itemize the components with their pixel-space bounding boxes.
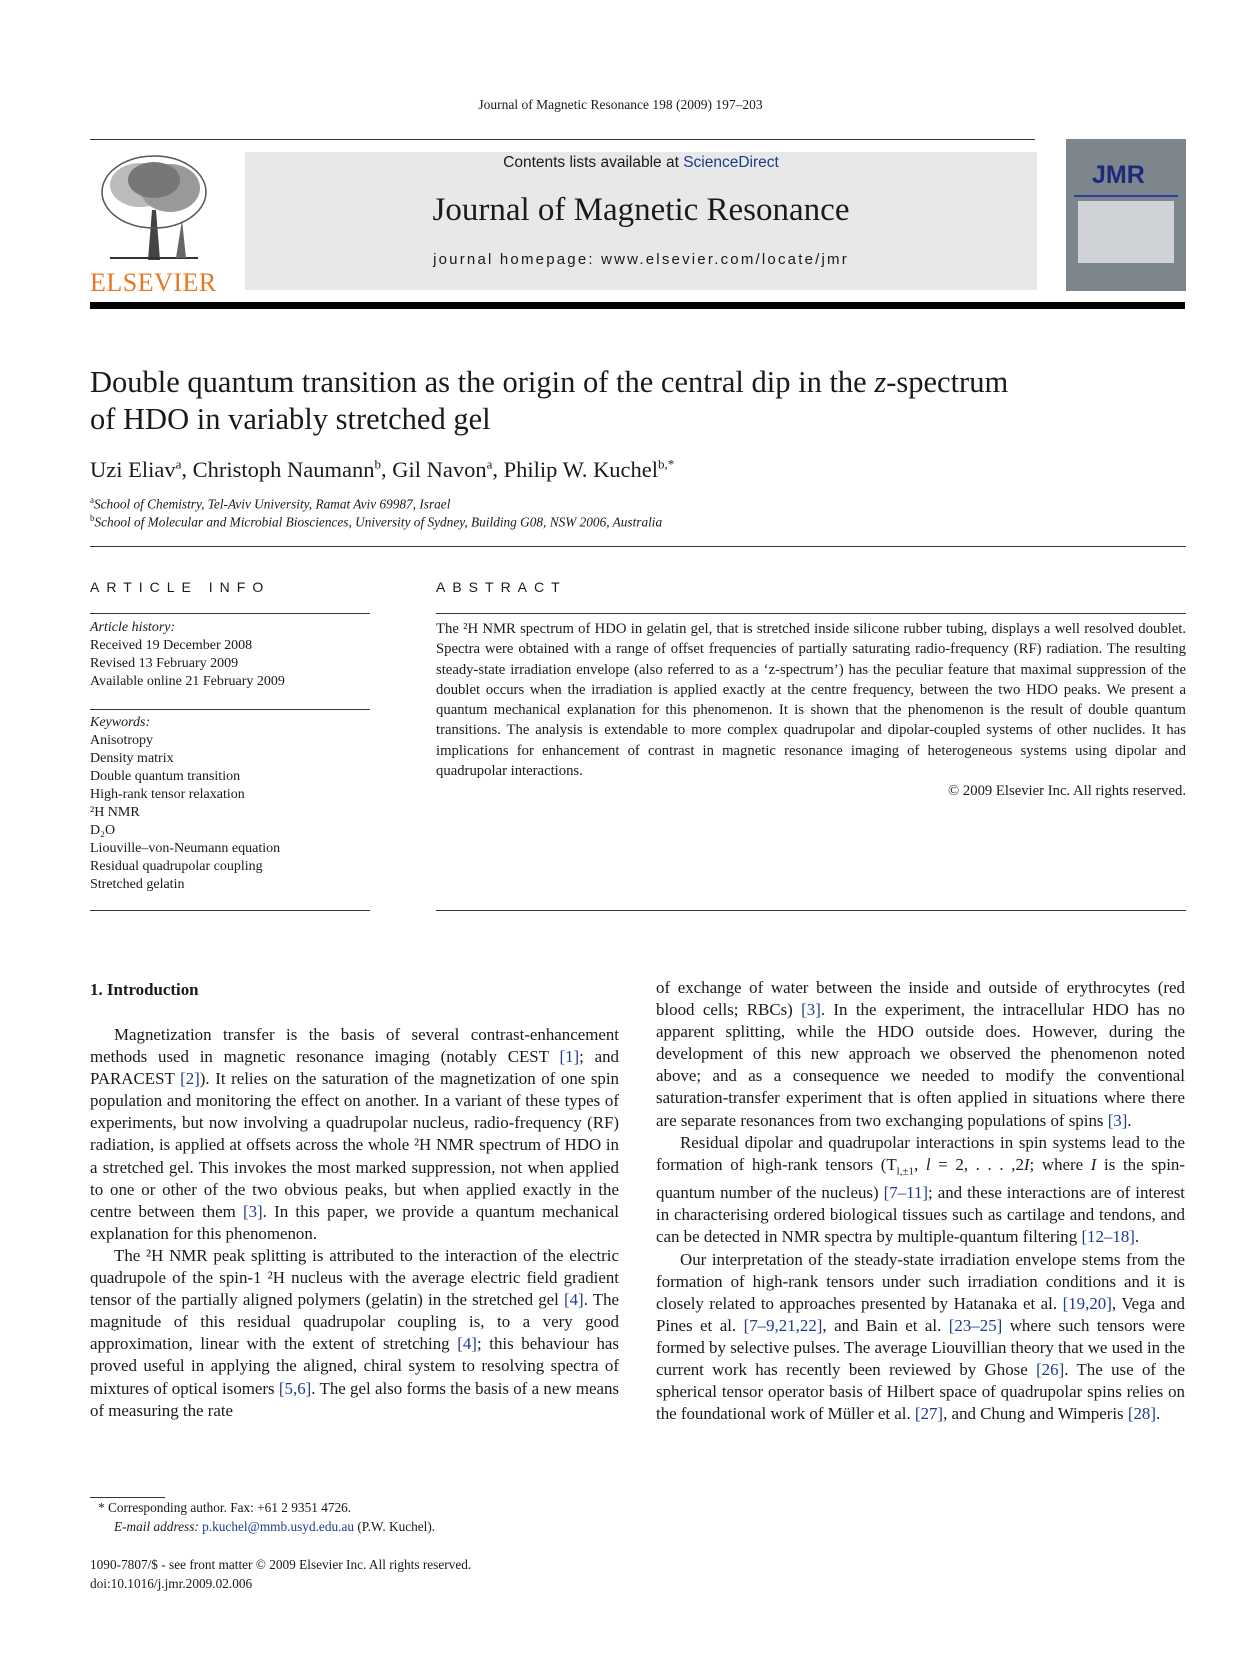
journal-citation: Journal of Magnetic Resonance 198 (2009) 197–203	[478, 97, 763, 112]
keyword: ²H NMR	[90, 805, 140, 820]
reference-link[interactable]: [23–25]	[948, 1315, 1003, 1335]
revised-date: Revised 13 February 2009	[90, 656, 239, 671]
keyword: D₂O	[90, 823, 116, 838]
keyword: Residual quadrupolar coupling	[90, 859, 263, 874]
online-date: Available online 21 February 2009	[90, 674, 285, 689]
divider	[436, 910, 1186, 911]
abstract-text: The ²H NMR spectrum of HDO in gelatin gel, that is stretched inside silicone rubber tubing, displays a well resolved doublet. Spectra were obtained with a range of offset frequencies of partially saturating radio-frequency (RF) radiation. The resulting steady-state irradiation envelope (also referred to as a ‘z-spectrum’) has the peculiar feature that maximal suppression of the doublet occurs when the irradiation is applied exactly at the centre frequency, between the two HDO peaks. We present a quantum mechanical explanation for this phenomenon. It is shown that the phenomenon is the result of double quantum transitions. The analysis is extendable to more complex quadrupolar and dipolar-coupled systems of other nuclides. It has implications for enhancement of contrast in magnetic resonance imaging of heterogeneous systems using dipolar and quadrupolar interactions.	[436, 621, 1186, 780]
paragraph: The ²H NMR peak splitting is attributed to the interaction of the electric quadrupole of the spin-1 ²H nucleus with the average electric field gradient tensor of the partially aligned polymers (gelatin) in the stretched gel [4]. The magnitude of this residual quadrupolar coupling is, to a very good approximation, linear with the extent of stretching [4]; this behaviour has proved useful in applying the aligned, chiral system to resolving spectra of mixtures of optical isomers [5,6]. The gel also forms the basis of a new means of measuring the rate	[90, 1245, 620, 1420]
title-part: -spectrum	[886, 365, 1009, 399]
reference-link[interactable]: [28]	[1127, 1404, 1156, 1424]
keywords	[90, 714, 370, 894]
divider	[90, 709, 370, 710]
elsevier-wordmark: ELSEVIER	[90, 268, 217, 297]
divider	[90, 910, 370, 911]
divider	[90, 613, 370, 614]
contents-available	[245, 154, 1037, 172]
journal-masthead	[245, 152, 1037, 290]
body-column-right	[656, 977, 1185, 1425]
journal-cover-thumbnail[interactable]	[1066, 139, 1186, 291]
cover-plot	[1078, 201, 1174, 263]
keyword: Liouville–von-Neumann equation	[90, 841, 281, 856]
cover-label: JMR	[1092, 161, 1145, 189]
journal-homepage[interactable]: journal homepage: www.elsevier.com/locate/jmr	[433, 251, 849, 268]
email-label: E-mail address:	[114, 1519, 203, 1534]
section-heading: 1. Introduction	[90, 980, 199, 999]
affiliation-a: $^a$School of Chemistry, Tel-Aviv University, Ramat Aviv 69987, Israel	[90, 495, 451, 512]
abstract-heading: ABSTRACT	[436, 579, 567, 595]
keyword: Stretched gelatin	[90, 877, 185, 892]
issn-block	[90, 1555, 630, 1593]
reference-link[interactable]: [4]	[457, 1334, 477, 1354]
reference-link[interactable]: [12–18]	[1081, 1227, 1135, 1247]
keyword: Anisotropy	[90, 733, 153, 748]
title-line2: of HDO in variably stretched gel	[90, 402, 491, 436]
elsevier-logo[interactable]	[90, 150, 218, 297]
keyword: Density matrix	[90, 751, 174, 766]
title-italic: z	[874, 365, 887, 399]
abstract-copyright: © 2009 Elsevier Inc. All rights reserved.	[948, 783, 1186, 800]
header-bar	[90, 302, 1185, 309]
reference-link[interactable]: [19,20]	[1062, 1293, 1112, 1313]
contents-prefix: Contents lists available at	[503, 154, 684, 171]
corresponding-footnote	[90, 1498, 630, 1536]
reference-link[interactable]: [2]	[180, 1069, 200, 1089]
author-list: Uzi Eliav$^a$, Christoph Naumann$^b$, Gil Navon$^a$, Philip W. Kuchel$^{b,*}$	[90, 456, 675, 482]
email-link[interactable]: p.kuchel@mmb.usyd.edu.au	[202, 1519, 354, 1534]
reference-link[interactable]: [7–11]	[883, 1183, 929, 1203]
reference-link[interactable]: [26]	[1036, 1359, 1065, 1379]
author[interactable]: Christoph Naumann$^b$	[192, 456, 381, 482]
article-title	[90, 364, 1150, 438]
corresponding-author: * Corresponding author. Fax: +61 2 9351 4726.	[98, 1500, 352, 1515]
issn-line: 1090-7807/$ - see front matter © 2009 Elsevier Inc. All rights reserved.	[90, 1557, 472, 1572]
reference-link[interactable]: [3]	[801, 1000, 821, 1020]
affiliation-b: $^b$School of Molecular and Microbial Biosciences, University of Sydney, Building G08, NSW 2006, Australia	[90, 513, 663, 530]
reference-link[interactable]: [7–9,21,22]	[743, 1315, 823, 1335]
article-info-heading: ARTICLE INFO	[90, 579, 271, 595]
sciencedirect-link[interactable]: ScienceDirect	[683, 154, 779, 171]
history-label: Article history:	[90, 620, 176, 635]
elsevier-tree-icon	[90, 150, 218, 262]
author[interactable]: Uzi Eliav$^a$	[90, 456, 182, 482]
paragraph: Residual dipolar and quadrupolar interactions in spin systems lead to the formation of high-rank tensors ($T_{l,\pm 1}$, l = 2, . . . ,2I; where I is the spin-quantum number of the nucleus) [7–11]; and these interactions are of interest in characterising ordered biological tissues such as cartilage and tendons, and can be detected in NMR spectra by multiple-quantum filtering [12–18].	[656, 1132, 1185, 1247]
body-column-left	[90, 1024, 619, 1422]
reference-link[interactable]: [3]	[242, 1201, 263, 1221]
reference-link[interactable]: [3]	[1107, 1110, 1128, 1130]
abstract-body	[436, 619, 1186, 802]
keyword: High-rank tensor relaxation	[90, 787, 245, 802]
email-suffix: (P.W. Kuchel).	[354, 1519, 436, 1534]
keyword: Double quantum transition	[90, 769, 241, 784]
reference-link[interactable]: [5,6]	[278, 1378, 312, 1398]
paragraph: of exchange of water between the inside and outside of erythrocytes (red blood cells; RBCs) [3]. In the experiment, the intracellular HDO has no apparent splitting, while the HDO outside does. However, during the development of this new approach we observed the phenomenon noted above; and as a consequence we needed to modify the conventional saturation-transfer experiment that is often applied in situations where there are separate resonances from two exchanging populations of spins [3].	[656, 978, 1185, 1130]
author[interactable]: Gil Navon$^a$	[392, 456, 493, 482]
journal-name: Journal of Magnetic Resonance	[432, 192, 850, 228]
reference-link[interactable]: [1]	[559, 1047, 580, 1067]
reference-link[interactable]: [27]	[914, 1404, 944, 1424]
divider	[90, 546, 1186, 547]
paragraph: Our interpretation of the steady-state irradiation envelope stems from the formation of high-rank tensors under such irradiation conditions and it is closely related to approaches presented by Hatanaka et al. [19,20], Vega and Pines et al. [7–9,21,22], and Bain et al. [23–25] where such tensors were formed by selective pulses. The average Liouvillian theory that we used in the current work has recently been reviewed by Ghose [26]. The use of the spherical tensor operator basis of Hilbert space of quadrupolar spins relies on the foundational work of Müller et al. [27], and Chung and Wimperis [28].	[656, 1249, 1185, 1424]
reference-link[interactable]: [4]	[563, 1290, 584, 1310]
paragraph: Magnetization transfer is the basis of several contrast-enhancement methods used in magnetic resonance imaging (notably CEST [1]; and PARACEST [2]). It relies on the saturation of the magnetization of one spin population and monitoring the effect on another. In a variant of these types of experiments, but now involving a quadrupolar nucleus, radio-frequency (RF) radiation, is applied at offsets across the whole ²H NMR spectrum of HDO in a stretched gel. This invokes the most marked suppression, not when applied to one or other of the two obvious peaks, but when applied exactly in the centre between them [3]. In this paper, we provide a quantum mechanical explanation for this phenomenon.	[90, 1025, 619, 1243]
header-rule	[90, 139, 1035, 140]
title-part: Double quantum transition as the origin of the central dip in the	[90, 365, 875, 399]
article-history	[90, 619, 370, 691]
author[interactable]: Philip W. Kuchel$^{b,*}$	[503, 456, 675, 482]
keywords-label: Keywords:	[90, 715, 151, 730]
doi-link[interactable]: doi:10.1016/j.jmr.2009.02.006	[90, 1576, 253, 1591]
received-date: Received 19 December 2008	[90, 638, 253, 653]
divider	[436, 613, 1186, 614]
cover-stripe	[1074, 195, 1178, 197]
